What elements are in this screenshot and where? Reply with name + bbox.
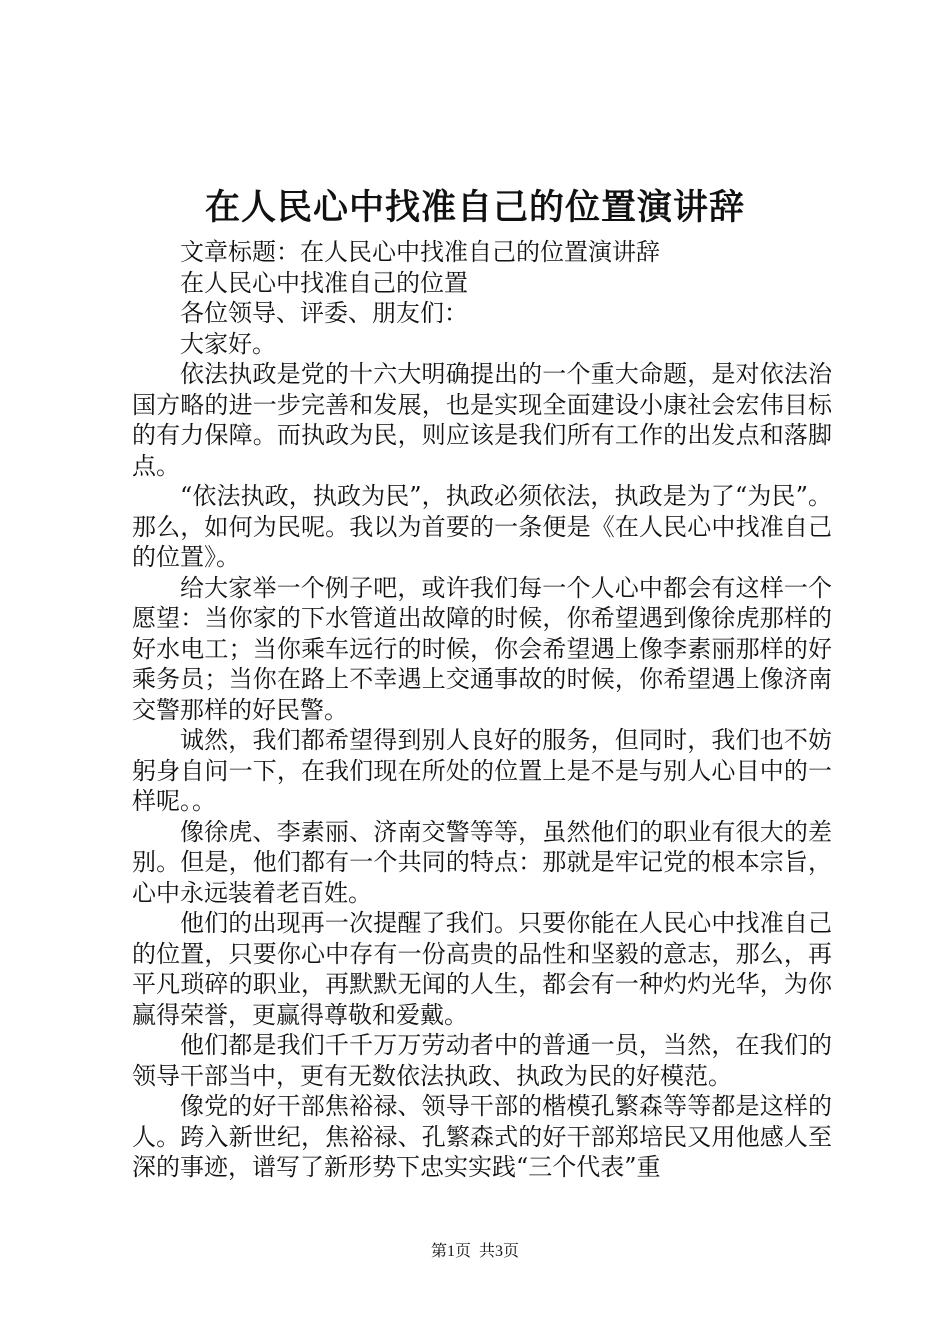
paragraph: “依法执政，执政为民”，执政必须依法，执政是为了“为民”。那么，如何为民呢。我以为首要的一条便是《在人民心中找准自己的位置》。: [132, 482, 832, 571]
paragraph: 依法执政是党的十六大明确提出的一个重大命题，是对依法治国方略的进一步完善和发展，也是实现全面建设小康社会宏伟目标的有力保障。而执政为民，则应该是我们所有工作的出发点和落脚点。: [132, 360, 832, 480]
paragraph: 他们的出现再一次提醒了我们。只要你能在人民心中找准自己的位置，只要你心中存有一份高贵的品性和坚毅的意志，那么，再平凡琐碎的职业，再默默无闻的人生，都会有一种灼灼光华，为你赢得荣誉，更赢得尊敬和爱戴。: [132, 909, 832, 1029]
paragraph: 给大家举一个例子吧，或许我们每一个人心中都会有这样一个愿望：当你家的下水管道出故障的时候，你希望遇到像徐虎那样的好水电工；当你乘车远行的时候，你会希望遇上像李素丽那样的好乘务员；当你在路上不幸遇上交通事故的时候，你希望遇上像济南交警那样的好民警。: [132, 573, 832, 724]
paragraph: 像徐虎、李素丽、济南交警等等，虽然他们的职业有很大的差别。但是，他们都有一个共同的特点：那就是牢记党的根本宗旨，心中永远装着老百姓。: [132, 817, 832, 907]
page-total: 共3页: [479, 1243, 520, 1260]
document-title: 在人民心中找准自己的位置演讲辞: [204, 187, 745, 228]
page-footer: [0, 1242, 950, 1262]
paragraph: 他们都是我们千千万万劳动者中的普通一员，当然，在我们的领导干部当中，更有无数依法执政、执政为民的好模范。: [132, 1031, 832, 1090]
paragraph: 诚然，我们都希望得到别人良好的服务，但同时，我们也不妨躬身自问一下，在我们现在所处的位置上是不是与别人心目中的一样呢。。: [132, 726, 832, 815]
paragraph: 各位领导、评委、朋友们：: [180, 299, 468, 327]
page-number: 第1页: [430, 1243, 471, 1260]
paragraph: 在人民心中找准自己的位置: [180, 268, 468, 297]
paragraph: 大家好。: [180, 329, 276, 358]
paragraph: 文章标题：在人民心中找准自己的位置演讲辞: [180, 238, 660, 266]
paragraph: 像党的好干部焦裕禄、领导干部的楷模孔繁森等等都是这样的人。跨入新世纪，焦裕禄、孔繁森式的好干部郑培民又用他感人至深的事迹，谱写了新形势下忠实实践“三个代表”重: [132, 1092, 832, 1181]
document-body: [132, 237, 832, 1183]
